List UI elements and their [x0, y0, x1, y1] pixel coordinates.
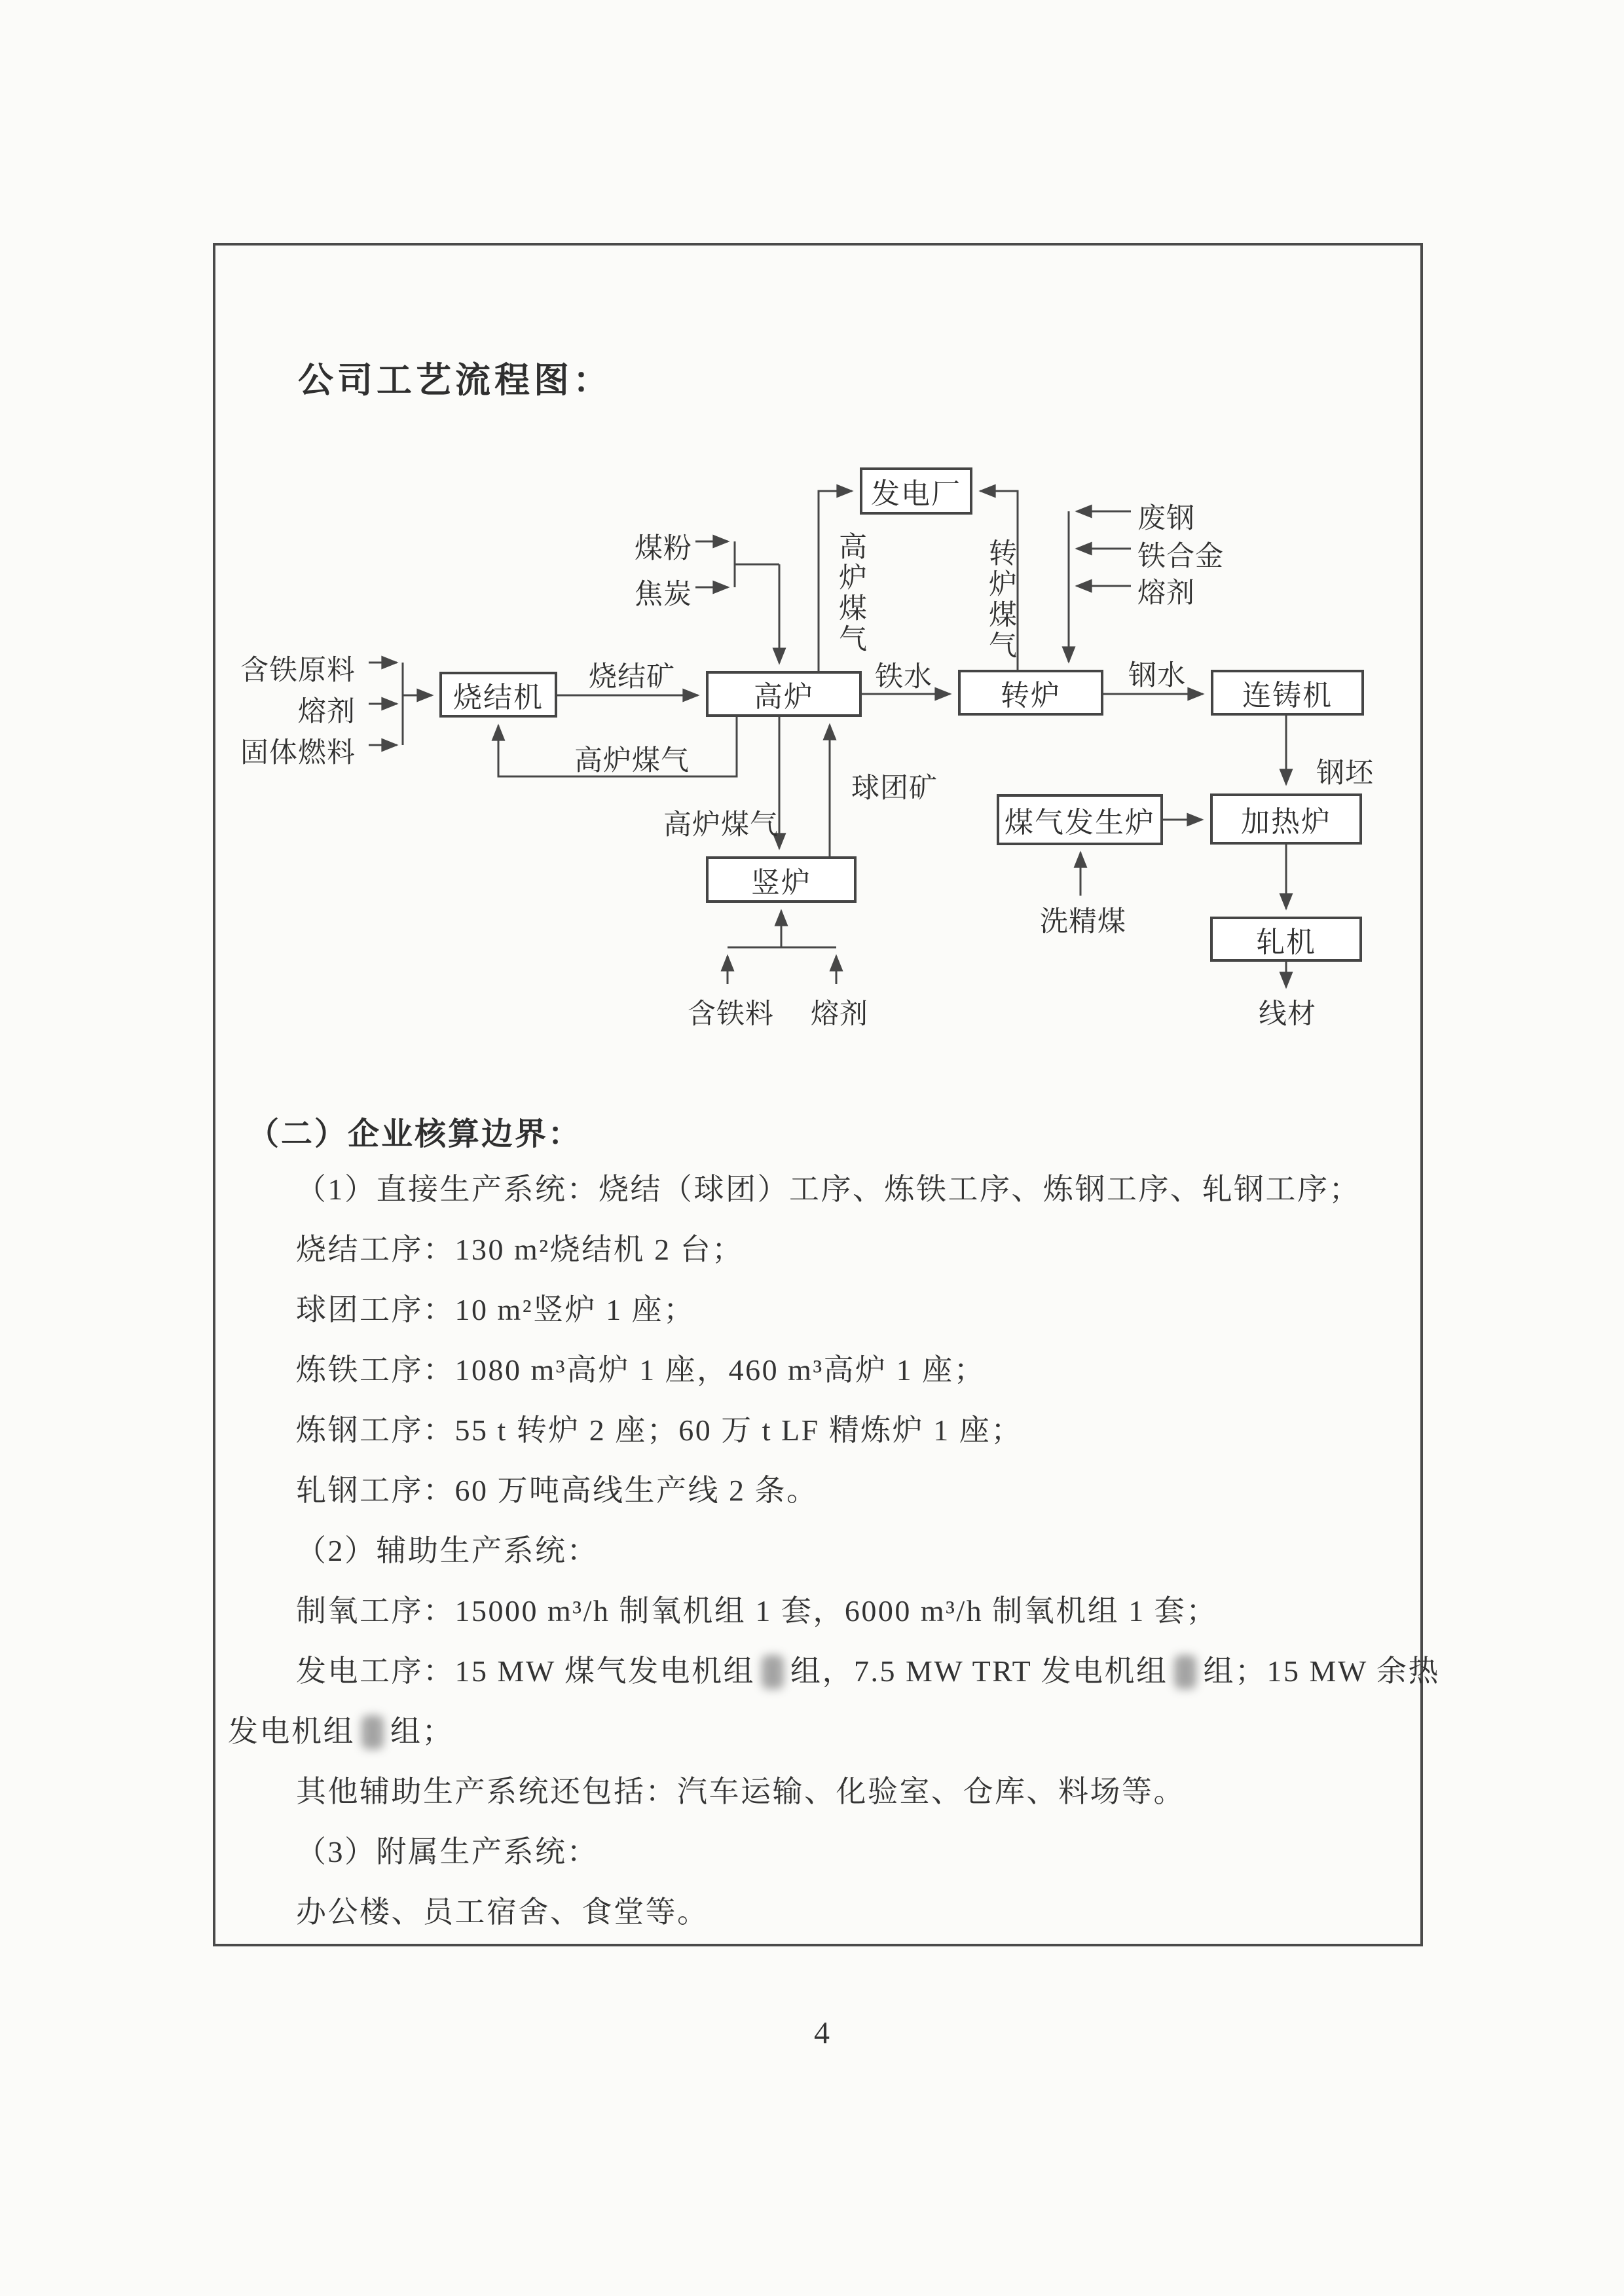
label-converter-gas: 转炉煤气: [985, 538, 1016, 661]
body-line-other-auxiliary: 其他辅助生产系统还包括：汽车运输、化验室、仓库、料场等。: [296, 1775, 1185, 1808]
label-scrap-steel: 废钢: [1137, 503, 1195, 534]
box-converter: 转炉: [958, 670, 1103, 716]
label-iron-feed: 含铁料: [688, 999, 774, 1030]
body-line-power: [296, 1647, 1440, 1690]
redaction-blob: [762, 1655, 784, 1689]
power-line-seg3: 组；15 MW 余热: [1203, 1654, 1440, 1688]
box-shaft-furnace: 竖炉: [706, 856, 857, 903]
body-line-power-cont: [228, 1707, 454, 1751]
label-coal-powder: 煤粉: [635, 534, 692, 564]
label-bf-gas-to-plant: 高炉煤气: [835, 532, 866, 655]
body-line-pelletizing: 球团工序：10 m²竖炉 1 座；: [296, 1293, 695, 1326]
power-line-seg2: 组，7.5 MW TRT 发电机组: [790, 1654, 1168, 1688]
page-number: 4: [814, 2016, 830, 2050]
label-ferroalloy: 铁合金: [1137, 541, 1224, 572]
body-line-steelmaking: 炼钢工序：55 t 转炉 2 座；60 万 t LF 精炼炉 1 座；: [296, 1413, 1023, 1447]
body-line-auxiliary-systems: （2）辅助生产系统：: [296, 1534, 599, 1567]
label-molten-steel: 钢水: [1128, 661, 1186, 691]
label-flux-left: 熔剂: [298, 697, 356, 727]
section-heading: （二）企业核算边界：: [248, 1117, 582, 1152]
label-solid-fuel: 固体燃料: [240, 738, 356, 769]
label-pellet-ore: 球团矿: [851, 773, 938, 804]
label-washed-clean-coal: 洗精煤: [1040, 907, 1126, 938]
power-line-seg1: 发电工序：15 MW 煤气发电机组: [296, 1654, 755, 1688]
power-line-cont-seg2: 组；: [390, 1715, 454, 1748]
label-sinter-ore: 烧结矿: [589, 662, 675, 693]
box-sinter-machine: 烧结机: [439, 672, 557, 718]
box-rolling-mill: 轧机: [1210, 917, 1362, 962]
box-blast-furnace: 高炉: [706, 671, 862, 717]
label-flux-right: 熔剂: [1137, 578, 1195, 609]
label-flux-bottom: 熔剂: [811, 999, 868, 1030]
body-line-rolling: 轧钢工序：60 万吨高线生产线 2 条。: [296, 1474, 819, 1507]
box-power-plant: 发电厂: [860, 467, 972, 515]
body-line-oxygen: 制氧工序：15000 m³/h 制氧机组 1 套，6000 m³/h 制氧机组 1 套；: [296, 1594, 1218, 1628]
page-title: 公司工艺流程图：: [298, 361, 612, 400]
box-gas-generator: 煤气发生炉: [997, 794, 1163, 845]
box-reheating-furnace: 加热炉: [1210, 793, 1362, 845]
box-caster: 连铸机: [1211, 670, 1364, 716]
label-wire-rod: 线材: [1259, 999, 1316, 1030]
label-coke: 焦炭: [635, 579, 692, 610]
label-bf-gas-to-shaft: 高炉煤气: [663, 810, 779, 841]
label-steel-billet: 钢坯: [1316, 758, 1374, 789]
redaction-blob: [361, 1715, 384, 1749]
label-molten-iron: 铁水: [875, 662, 932, 693]
body-line-offices: 办公楼、员工宿舍、食堂等。: [296, 1895, 709, 1929]
body-line-sintering: 烧结工序：130 m²烧结机 2 台；: [296, 1233, 744, 1266]
label-iron-bearing-materials: 含铁原料: [240, 655, 356, 686]
body-line-direct-systems: （1）直接生产系统：烧结（球团）工序、炼铁工序、炼钢工序、轧钢工序；: [296, 1173, 1361, 1206]
body-line-affiliated-systems: （3）附属生产系统：: [296, 1835, 599, 1868]
body-line-ironmaking: 炼铁工序：1080 m³高炉 1 座，460 m³高炉 1 座；: [296, 1353, 986, 1387]
redaction-blob: [1174, 1655, 1196, 1689]
label-bf-gas-loop: 高炉煤气: [574, 746, 690, 776]
power-line-cont-seg1: 发电机组: [228, 1715, 355, 1748]
